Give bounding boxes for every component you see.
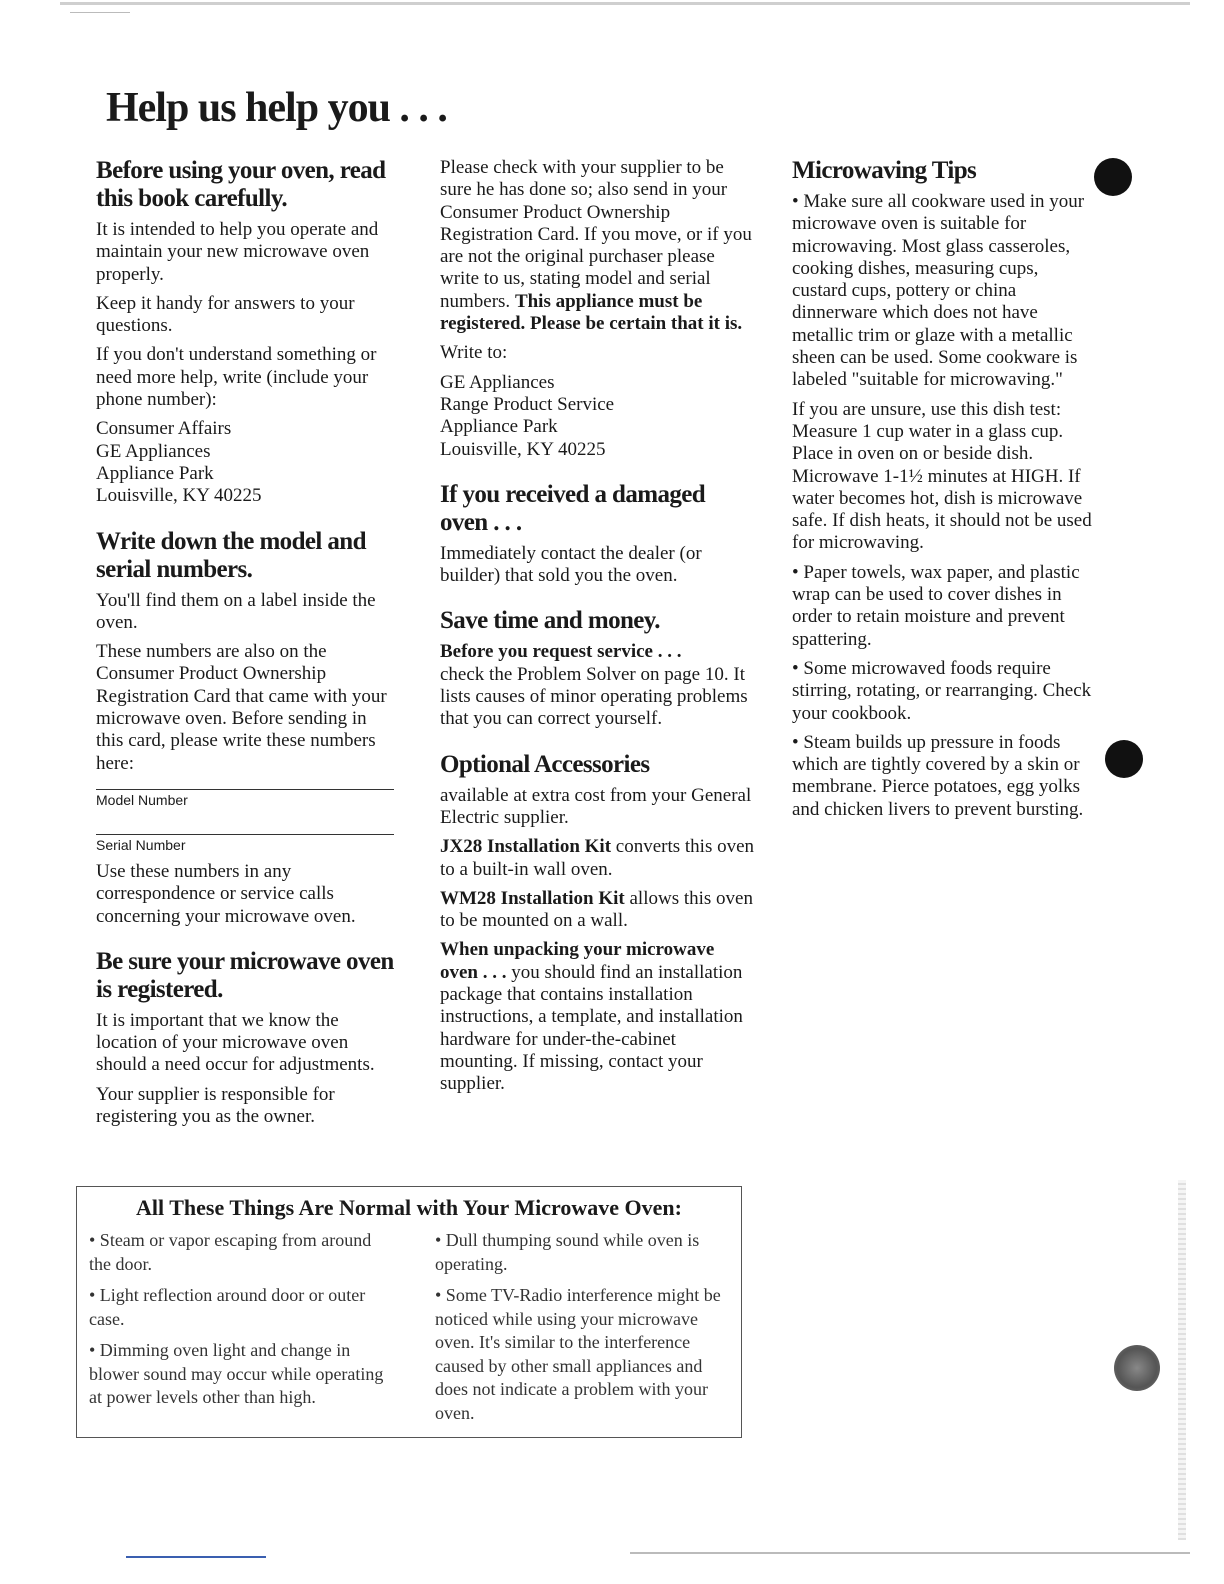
consumer-affairs-address	[96, 418, 396, 507]
list-item: • Light reflection around door or outer case.	[89, 1285, 366, 1329]
page-title: Help us help you . . .	[106, 85, 447, 131]
model-number-field[interactable]: Model Number	[96, 789, 394, 808]
unpacking-text: you should find an installation package that contains installation instructions, a template, and installation hardware for under-the-cabinet mounting. If missing, contact your supplier.	[440, 961, 743, 1095]
address-line: GE Appliances	[440, 371, 555, 393]
section-registration-continued	[440, 157, 755, 461]
normal-things-title: All These Things Are Normal with Your Microwave Oven:	[136, 1195, 682, 1220]
normal-things-left	[89, 1229, 389, 1418]
footer-rule	[126, 1556, 266, 1558]
paragraph	[440, 888, 755, 933]
footer-rule	[630, 1552, 1190, 1554]
address-line: Louisville, KY 40225	[96, 485, 262, 507]
before-service-text: Before you request service . . .	[440, 641, 682, 663]
must-register-text: This appliance must be registered. Please be certain that it is.	[440, 290, 743, 335]
tip: • Make sure all cookware used in your microwave oven is suitable for microwaving. Most glass casseroles, cooking dishes, measuring cups, custard cups, pottery or china dinnerware which does not have metallic trim or glaze with a metallic sheen can be used. Some cookware is labeled "suitable for microwaving."	[792, 191, 1085, 391]
paragraph	[440, 641, 755, 730]
address-line: Range Product Service	[440, 393, 615, 415]
save-time-heading: Save time and money.	[440, 607, 660, 635]
section-microwaving-tips	[792, 157, 1097, 821]
tip: • Paper towels, wax paper, and plastic wrap can be used to cover dishes in order to retain moisture and prevent spattering.	[792, 561, 1080, 650]
paragraph: If you don't understand something or need more help, write (include your phone number):	[96, 344, 377, 411]
normal-things-box	[76, 1186, 742, 1438]
section-registered	[96, 948, 396, 1128]
paragraph: It is important that we know the location of your microwave oven should a need occur for adjustments.	[96, 1009, 375, 1076]
problem-solver-text: check the Problem Solver on page 10. It lists causes of minor operating problems that you can correct yourself.	[440, 663, 748, 730]
section-accessories	[440, 751, 755, 1096]
read-book-heading: Before using your oven, read this book carefully.	[96, 157, 386, 212]
scan-edge-artifact	[1178, 1180, 1186, 1540]
serial-number-field[interactable]: Serial Number	[96, 834, 394, 853]
wm28-kit-text: allows this oven to be mounted on a wall.	[440, 887, 753, 932]
paragraph	[440, 836, 755, 881]
wm28-kit-name: WM28 Installation Kit	[440, 887, 625, 909]
normal-things-right	[435, 1229, 735, 1433]
paragraph: You'll find them on a label inside the oven.	[96, 589, 376, 633]
binder-hole-icon	[1094, 158, 1132, 196]
column-right	[792, 157, 1097, 841]
list-item: • Dull thumping sound while oven is operating.	[435, 1230, 700, 1274]
paragraph: It is intended to help you operate and maintain your new microwave oven properly.	[96, 219, 379, 285]
tip: • Steam builds up pressure in foods which are tightly covered by a skin or membrane. Pierce potatoes, egg yolks and chicken livers to prevent bursting.	[792, 731, 1084, 820]
binder-hole-icon	[1114, 1345, 1160, 1391]
paragraph: Use these numbers in any correspondence or service calls concerning your microwave oven.	[96, 860, 356, 927]
column-middle	[440, 157, 755, 1116]
list-item: • Steam or vapor escaping from around the door.	[89, 1230, 372, 1274]
microwaving-tips-heading: Microwaving Tips	[792, 157, 977, 184]
registered-heading: Be sure your microwave oven is registered.	[96, 947, 394, 1003]
section-damaged	[440, 481, 755, 588]
address-line: Louisville, KY 40225	[440, 438, 606, 460]
address-line: Consumer Affairs	[96, 418, 232, 440]
damaged-heading: If you received a damaged oven . . .	[440, 480, 706, 536]
scan-top-mark	[70, 12, 130, 13]
paragraph	[440, 939, 755, 1095]
scan-top-rule	[60, 2, 1190, 5]
model-serial-heading: Write down the model and serial numbers.	[96, 527, 366, 583]
range-service-address	[440, 372, 755, 461]
jx28-kit-text: converts this oven to a built-in wall oven.	[440, 836, 755, 880]
paragraph: These numbers are also on the Consumer Product Ownership Registration Card that came with your microwave oven. Before sending in this card, please write these numbers here:	[96, 641, 387, 774]
paragraph: Keep it handy for answers to your questions.	[96, 292, 355, 337]
jx28-kit-name: JX28 Installation Kit	[440, 836, 612, 858]
accessories-heading: Optional Accessories	[440, 750, 650, 778]
column-left	[96, 157, 396, 1148]
paragraph: available at extra cost from your General Electric supplier.	[440, 784, 752, 828]
address-line: Appliance Park	[96, 462, 214, 484]
paragraph	[440, 157, 755, 335]
list-item: • Some TV-Radio interference might be noticed while using your microwave oven. It's similar to the interference caused by other small appliances and does not indicate a problem with your oven.	[435, 1285, 721, 1423]
write-to-label: Write to:	[440, 342, 508, 364]
address-line: Appliance Park	[440, 416, 558, 438]
section-read-book	[96, 157, 396, 508]
address-line: GE Appliances	[96, 440, 211, 462]
list-item: • Dimming oven light and change in blower sound may occur while operating at power levels other than high.	[89, 1340, 384, 1407]
supplier-text: Please check with your supplier to be sure he has done so; also send in your Consumer Product Ownership Registration Card. If you move, or if you are not the original purchaser please write to us, stating model and serial numbers.	[440, 157, 752, 312]
paragraph: Your supplier is responsible for registering you as the owner.	[96, 1083, 335, 1128]
tip: If you are unsure, use this dish test: Measure 1 cup water in a glass cup. Place in oven on or beside dish. Microwave 1-1½ minutes at HIGH. If water becomes hot, dish is microwave safe. If dish heats, it should not be used for microwaving.	[792, 398, 1092, 554]
section-model-serial	[96, 528, 396, 928]
unpacking-label: When unpacking your microwave oven . . .	[440, 939, 715, 983]
tip: • Some microwaved foods require stirring, rotating, or rearranging. Check your cookbook.	[792, 657, 1092, 724]
section-save-time	[440, 607, 755, 730]
paragraph: Immediately contact the dealer (or builder) that sold you the oven.	[440, 542, 702, 587]
binder-hole-icon	[1105, 740, 1143, 778]
